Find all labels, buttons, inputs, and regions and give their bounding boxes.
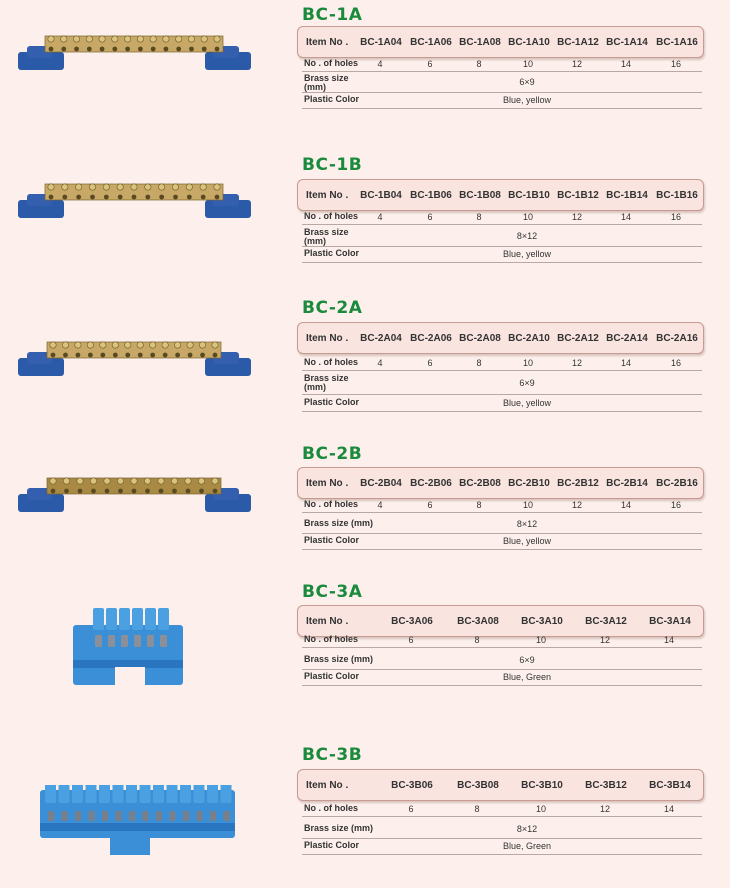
holes-cell: 16 bbox=[670, 59, 681, 69]
brass-size-row bbox=[302, 372, 702, 395]
item-number-cell: BC-3A06 bbox=[391, 616, 433, 627]
holes-cell: 4 bbox=[377, 59, 383, 69]
item-number-cell: BC-1A12 bbox=[557, 37, 599, 48]
brass-size-row bbox=[302, 820, 702, 839]
section-title: BC-3B bbox=[302, 745, 363, 765]
holes-row bbox=[302, 210, 702, 225]
brass-size-label: Brass size (mm) bbox=[304, 823, 374, 833]
item-number-cell: BC-2B12 bbox=[557, 478, 599, 489]
item-number-label: Item No . bbox=[306, 616, 349, 627]
item-number-cell: BC-2A12 bbox=[557, 333, 599, 344]
holes-cell: 4 bbox=[377, 358, 383, 368]
holes-row bbox=[302, 633, 702, 648]
holes-label: No . of holes bbox=[304, 211, 358, 221]
item-number-cell: BC-2A06 bbox=[410, 333, 452, 344]
brass-size-value: 8×12 bbox=[516, 519, 538, 529]
brass-size-row bbox=[302, 651, 702, 670]
product-image bbox=[15, 32, 255, 132]
holes-label: No . of holes bbox=[304, 58, 358, 68]
item-number-row bbox=[297, 467, 704, 499]
plastic-color-row bbox=[302, 533, 702, 550]
item-number-cell: BC-3A08 bbox=[457, 616, 499, 627]
item-number-cell: BC-1B06 bbox=[410, 190, 452, 201]
section-title: BC-1B bbox=[302, 155, 363, 175]
item-number-cell: BC-2A04 bbox=[360, 333, 402, 344]
item-number-row bbox=[297, 322, 704, 354]
holes-row bbox=[302, 802, 702, 817]
brass-size-label: Brass size (mm) bbox=[304, 373, 349, 392]
brass-size-label: Brass size (mm) bbox=[304, 227, 349, 246]
holes-cell: 10 bbox=[522, 59, 533, 69]
holes-cell: 6 bbox=[427, 358, 433, 368]
item-number-cell: BC-1A16 bbox=[656, 37, 698, 48]
plastic-color-value: Blue, yellow bbox=[502, 536, 552, 546]
plastic-color-label: Plastic Color bbox=[304, 248, 360, 258]
holes-cell: 8 bbox=[476, 59, 482, 69]
item-number-cell: BC-2A14 bbox=[606, 333, 648, 344]
holes-cell: 12 bbox=[571, 358, 582, 368]
product-image bbox=[15, 338, 255, 438]
brass-size-value: 8×12 bbox=[516, 231, 538, 241]
product-image bbox=[15, 605, 255, 705]
item-number-row bbox=[297, 179, 704, 211]
brass-size-row bbox=[302, 226, 702, 247]
holes-cell: 6 bbox=[427, 500, 433, 510]
section-title: BC-3A bbox=[302, 582, 363, 602]
item-number-label: Item No . bbox=[306, 780, 349, 791]
item-number-cell: BC-1B12 bbox=[557, 190, 599, 201]
holes-cell: 14 bbox=[620, 212, 631, 222]
item-number-cell: BC-1A10 bbox=[508, 37, 550, 48]
item-number-cell: BC-1A14 bbox=[606, 37, 648, 48]
item-number-cell: BC-2B16 bbox=[656, 478, 698, 489]
item-number-row bbox=[297, 26, 704, 58]
holes-cell: 14 bbox=[620, 358, 631, 368]
plastic-color-label: Plastic Color bbox=[304, 535, 360, 545]
section-title: BC-2A bbox=[302, 298, 363, 318]
plastic-color-row bbox=[302, 669, 702, 686]
plastic-color-row bbox=[302, 395, 702, 412]
product-image bbox=[15, 785, 255, 885]
plastic-color-label: Plastic Color bbox=[304, 840, 360, 850]
holes-label: No . of holes bbox=[304, 357, 358, 367]
item-number-cell: BC-1B08 bbox=[459, 190, 501, 201]
item-number-cell: BC-1B10 bbox=[508, 190, 550, 201]
brass-size-label: Brass size (mm) bbox=[304, 73, 349, 92]
holes-cell: 12 bbox=[571, 500, 582, 510]
item-number-cell: BC-3A10 bbox=[521, 616, 563, 627]
holes-row bbox=[302, 356, 702, 371]
plastic-color-row bbox=[302, 246, 702, 263]
item-number-cell: BC-1B04 bbox=[360, 190, 402, 201]
plastic-color-label: Plastic Color bbox=[304, 671, 360, 681]
item-number-label: Item No . bbox=[306, 333, 349, 344]
item-number-cell: BC-1B16 bbox=[656, 190, 698, 201]
brass-size-value: 6×9 bbox=[519, 655, 535, 665]
holes-cell: 12 bbox=[599, 635, 610, 645]
holes-cell: 8 bbox=[476, 212, 482, 222]
holes-cell: 14 bbox=[620, 59, 631, 69]
holes-row bbox=[302, 498, 702, 513]
holes-cell: 4 bbox=[377, 212, 383, 222]
holes-row bbox=[302, 57, 702, 72]
holes-cell: 16 bbox=[670, 358, 681, 368]
holes-label: No . of holes bbox=[304, 499, 358, 509]
holes-cell: 8 bbox=[476, 500, 482, 510]
brass-size-value: 6×9 bbox=[519, 77, 535, 87]
section-title: BC-2B bbox=[302, 444, 363, 464]
item-number-cell: BC-3A12 bbox=[585, 616, 627, 627]
holes-cell: 8 bbox=[476, 358, 482, 368]
plastic-color-value: Blue, yellow bbox=[502, 398, 552, 408]
holes-cell: 10 bbox=[522, 358, 533, 368]
brass-size-row bbox=[302, 515, 702, 534]
holes-label: No . of holes bbox=[304, 803, 358, 813]
item-number-cell: BC-3A14 bbox=[649, 616, 691, 627]
plastic-color-label: Plastic Color bbox=[304, 94, 360, 104]
holes-cell: 10 bbox=[522, 212, 533, 222]
brass-size-label: Brass size (mm) bbox=[304, 518, 374, 528]
holes-cell: 16 bbox=[670, 212, 681, 222]
item-number-cell: BC-2B14 bbox=[606, 478, 648, 489]
holes-cell: 6 bbox=[427, 212, 433, 222]
item-number-cell: BC-2A08 bbox=[459, 333, 501, 344]
item-number-cell: BC-3B10 bbox=[521, 780, 563, 791]
product-image bbox=[15, 178, 255, 278]
plastic-color-label: Plastic Color bbox=[304, 397, 360, 407]
holes-cell: 6 bbox=[408, 635, 414, 645]
brass-size-value: 8×12 bbox=[516, 824, 538, 834]
item-number-cell: BC-1A08 bbox=[459, 37, 501, 48]
holes-cell: 12 bbox=[571, 59, 582, 69]
brass-size-label: Brass size (mm) bbox=[304, 654, 374, 664]
holes-cell: 6 bbox=[408, 804, 414, 814]
item-number-label: Item No . bbox=[306, 190, 349, 201]
holes-cell: 14 bbox=[663, 635, 674, 645]
item-number-label: Item No . bbox=[306, 37, 349, 48]
holes-cell: 14 bbox=[663, 804, 674, 814]
holes-cell: 6 bbox=[427, 59, 433, 69]
item-number-cell: BC-2A10 bbox=[508, 333, 550, 344]
item-number-cell: BC-2B08 bbox=[459, 478, 501, 489]
holes-cell: 10 bbox=[535, 804, 546, 814]
plastic-color-value: Blue, yellow bbox=[502, 249, 552, 259]
holes-cell: 10 bbox=[535, 635, 546, 645]
item-number-row bbox=[297, 769, 704, 801]
holes-cell: 10 bbox=[522, 500, 533, 510]
holes-cell: 8 bbox=[474, 804, 480, 814]
holes-cell: 16 bbox=[670, 500, 681, 510]
item-number-cell: BC-3B14 bbox=[649, 780, 691, 791]
brass-size-row bbox=[302, 72, 702, 93]
item-number-cell: BC-2B10 bbox=[508, 478, 550, 489]
item-number-cell: BC-2B06 bbox=[410, 478, 452, 489]
holes-label: No . of holes bbox=[304, 634, 358, 644]
holes-cell: 4 bbox=[377, 500, 383, 510]
plastic-color-row bbox=[302, 838, 702, 855]
plastic-color-value: Blue, Green bbox=[502, 841, 552, 851]
item-number-cell: BC-1B14 bbox=[606, 190, 648, 201]
product-image bbox=[15, 470, 255, 570]
item-number-label: Item No . bbox=[306, 478, 349, 489]
section-title: BC-1A bbox=[302, 5, 363, 25]
plastic-color-row bbox=[302, 92, 702, 109]
holes-cell: 12 bbox=[571, 212, 582, 222]
item-number-cell: BC-2A16 bbox=[656, 333, 698, 344]
item-number-cell: BC-3B08 bbox=[457, 780, 499, 791]
item-number-cell: BC-1A06 bbox=[410, 37, 452, 48]
item-number-cell: BC-2B04 bbox=[360, 478, 402, 489]
holes-cell: 8 bbox=[474, 635, 480, 645]
plastic-color-value: Blue, Green bbox=[502, 672, 552, 682]
plastic-color-value: Blue, yellow bbox=[502, 95, 552, 105]
holes-cell: 14 bbox=[620, 500, 631, 510]
item-number-cell: BC-1A04 bbox=[360, 37, 402, 48]
holes-cell: 12 bbox=[599, 804, 610, 814]
brass-size-value: 6×9 bbox=[519, 378, 535, 388]
item-number-cell: BC-3B12 bbox=[585, 780, 627, 791]
item-number-cell: BC-3B06 bbox=[391, 780, 433, 791]
